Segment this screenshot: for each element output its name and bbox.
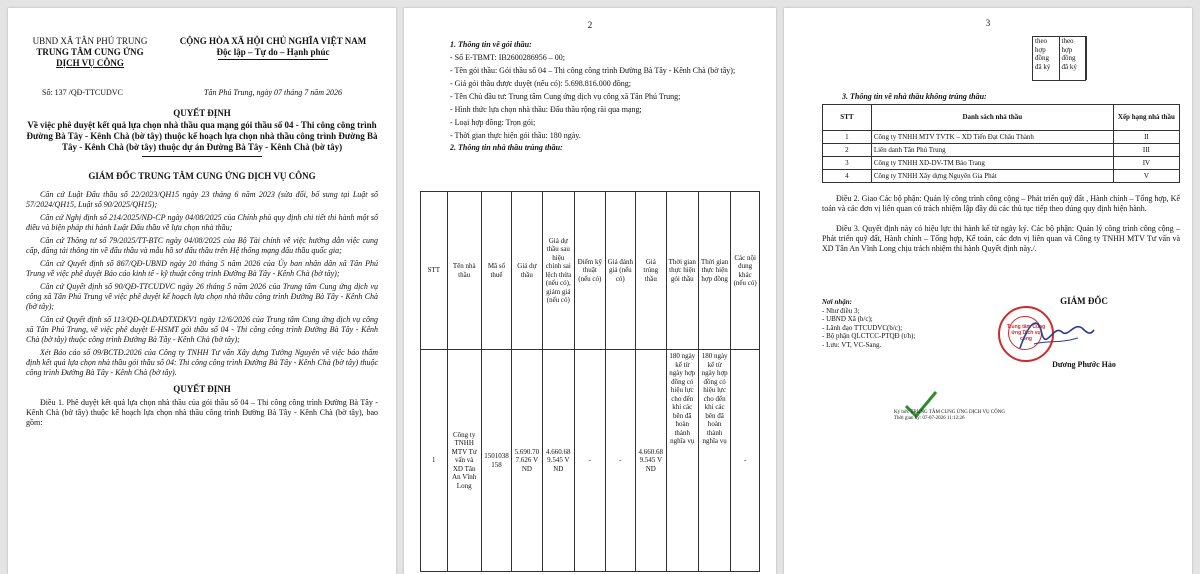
table-row — [823, 131, 1180, 144]
page-number: 2 — [587, 20, 593, 30]
package-info-line: - Tên gói thầu: Gói thầu số 04 – Thi công công trình Đường Bà Tây - Kênh Chà (bờ tây); — [450, 66, 736, 75]
cell-tax: 1501038158 — [481, 350, 511, 572]
col-stt: STT — [823, 105, 872, 131]
cell-corrected-price: 4.660.689.545 VND — [542, 350, 574, 572]
package-info-line: - Tên Chủ đầu tư: Trung tâm Cung ứng dịch vụ công xã Tân Phú Trung; — [450, 92, 681, 101]
package-info — [450, 53, 746, 141]
handwritten-signature — [1016, 314, 1096, 358]
recipients-list — [822, 307, 992, 350]
recipients-heading: Nơi nhận: — [822, 298, 853, 306]
nation-line-1: CỘNG HÒA XÃ HỘI CHỦ NGHĨA VIỆT NAM — [179, 36, 367, 46]
winner-table — [420, 191, 760, 572]
digital-signature-line: Thời gian ký: 07-07-2026 11:12:26 — [894, 416, 965, 421]
doc-subject: Về việc phê duyệt kết quả lựa chọn nhà thầu qua mạng gói thầu số 04 - Thi công công trình Đường Bà Tây - Kênh Chà (bờ tây) thuộc kế hoạch lựa chọn nhà thầu công trình Đường Bà Tây - Kênh Chà (bờ tây) thuộc dự án Đường Bà Tây - Kênh Chà (bờ tây) — [26, 120, 378, 152]
cell-rank: III — [1113, 144, 1179, 157]
cell-award-price: 4.660.689.545 VND — [636, 350, 667, 572]
doc-number: Số: 137 /QĐ-TTCUDVC — [42, 88, 123, 97]
legal-basis-item: Căn cứ Quyết định số 90/QĐ-TTCUDVC ngày 26 tháng 5 năm 2026 của Trung tâm Cung ứng dịch vụ công xã Tân Phú Trung về việc phê duyệt kế hoạch lựa chọn nhà thầu công trình Đường Bà Tây - Kênh Chà (bờ tây); — [26, 282, 378, 311]
losing-bidders-table — [822, 104, 1180, 183]
page-number: 3 — [985, 18, 991, 28]
col-tech-score: Điểm kỹ thuật (nếu có) — [575, 192, 606, 350]
table-row — [823, 144, 1180, 157]
subject-underline — [142, 156, 262, 157]
cell-eval-price: - — [605, 350, 635, 572]
article-3: Điều 3. Quyết định này có hiệu lực thi hành kể từ ngày ký. Các bộ phận: Quản lý công trình công cộng – Phát triển quỹ đất, Hành chính – Tổng hợp, Kế toán, các đơn vị liên quan và Công ty TNHH MTV Tư vấn và XD Tân An Vĩnh Long chịu trách nhiệm thi hành Quyết định này./. — [822, 224, 1180, 253]
digital-signature-info — [894, 410, 1074, 422]
col-bid-price: Giá dự thầu — [512, 192, 542, 350]
package-info-line: - Số E-TBMT: IB2600286956 – 00; — [450, 53, 565, 62]
cell-tech-score: - — [575, 350, 606, 572]
cell-rank: V — [1113, 170, 1179, 183]
col-contract-time: Thời gian thực hiện hợp đồng — [698, 192, 730, 350]
cell-name: Công ty TNHH MTV Tư vấn và XD Tân An Vĩnh Long — [447, 350, 481, 572]
table-row — [421, 350, 760, 572]
col-stt: STT — [421, 192, 448, 350]
digital-signature-line: Ký bởi: TRUNG TÂM CUNG ỨNG DỊCH VỤ CÔNG — [894, 410, 1005, 415]
article-2: Điều 2. Giao Các bộ phận: Quản lý công trình công cộng – Phát triển quỹ đất , Hành chính – Tổng hợp, Kế toán và các đơn vị liên quan có trách nhiệm lập đầy đủ các thủ tục tiếp theo đúng quy định hiện hành. — [822, 194, 1180, 213]
carry-cell-1: theo hợp đồng đã ký — [1033, 37, 1060, 81]
section-2-heading: 2. Thông tin nhà thầu trúng thầu: — [450, 143, 563, 152]
winner-table-header — [421, 192, 760, 350]
col-corrected-price: Giá dự thầu sau hiệu chỉnh sai lệch thừa (nếu có), giảm giá (nếu có) — [542, 192, 574, 350]
signer-title: GIÁM ĐỐC — [1060, 296, 1108, 306]
col-rank: Xếp hạng nhà thầu — [1113, 105, 1179, 131]
signer-name: Dương Phước Hảo — [1052, 360, 1116, 369]
doc-type: QUYẾT ĐỊNH — [173, 108, 231, 118]
col-other: Các nội dung khác (nếu có) — [731, 192, 760, 350]
col-tax: Mã số thuế — [481, 192, 511, 350]
col-award-price: Giá trúng thầu — [636, 192, 667, 350]
org-line-2: TRUNG TÂM CUNG ỨNG — [36, 47, 144, 57]
table-row — [823, 170, 1180, 183]
carry-border — [1086, 36, 1087, 80]
package-info-line: - Loại hợp đồng: Trọn gói; — [450, 118, 536, 127]
cell-rank: II — [1113, 131, 1179, 144]
authority-heading: GIÁM ĐỐC TRUNG TÂM CUNG ỨNG DỊCH VỤ CÔNG — [88, 171, 316, 181]
cell-bidder-name: Công ty TNHH Xây dựng Nguyên Gia Phát — [871, 170, 1113, 183]
header-underline — [218, 59, 328, 60]
seal-text: Trung tâm Cung ứng Dịch vụ công — [1006, 324, 1046, 342]
package-info-line: - Hình thức lựa chọn nhà thầu: Đấu thầu rộng rãi qua mạng; — [450, 105, 642, 114]
legal-basis-item: Căn cứ Thông tư số 79/2025/TT-BTC ngày 04/08/2025 của Bộ Tài chính về việc hướng dẫn việc cung cấp, đăng tải thông tin về đấu thầu và mẫu hồ sơ đấu thầu trên Hệ thống mạng đấu thầu quốc gia; — [26, 236, 378, 255]
cell-stt: 1 — [421, 350, 448, 572]
carryover-cells — [1032, 36, 1086, 81]
col-list: Danh sách nhà thầu — [871, 105, 1113, 131]
decide-heading: QUYẾT ĐỊNH — [173, 384, 231, 394]
cell-stt: 1 — [823, 131, 872, 144]
cell-stt: 2 — [823, 144, 872, 157]
recipient-item: - Lưu: VT, VC-Sang. — [822, 340, 882, 349]
cell-bidder-name: Công ty TNHH XD-DV-TM Bảo Trang — [871, 157, 1113, 170]
recipient-item: - Lãnh đạo TTCUDVC(b/c); — [822, 323, 903, 332]
section-3-heading: 3. Thông tin về nhà thầu không trúng thầu: — [842, 92, 987, 101]
package-info-line: - Giá gói thầu được duyệt (nếu có): 5.698.816.000 đồng; — [450, 79, 631, 88]
place-date: Tân Phú Trung, ngày 07 tháng 7 năm 2026 — [204, 88, 343, 97]
legal-bases — [26, 190, 378, 378]
national-header — [158, 36, 388, 60]
col-name: Tên nhà thầu — [447, 192, 481, 350]
cell-bidder-name: Công ty TNHH MTV TVTK – XD Tiến Đạt Châu Thành — [871, 131, 1113, 144]
page-1 — [8, 8, 396, 574]
col-exec-time: Thời gian thực hiện gói thầu — [666, 192, 698, 350]
recipient-item: - Bộ phận QLCTCC-PTQĐ (t/h); — [822, 332, 916, 340]
nation-line-2: Độc lập – Tự do – Hạnh phúc — [216, 47, 330, 57]
legal-basis-item: Căn cứ Luật Đấu thầu số 22/2023/QH15 ngày 23 tháng 6 năm 2023 (sửa đổi, bổ sung tại Luật số 57/2024/QH15, Luật số 90/2025/QH15); — [26, 190, 378, 209]
org-line-3: DỊCH VỤ CÔNG — [56, 58, 124, 68]
cell-rank: IV — [1113, 157, 1179, 170]
cell-bid-price: 5.690.707.626 VND — [512, 350, 542, 572]
legal-basis-item: Xét Báo cáo số 09/BCTĐ.2026 của Công ty TNHH Tư vấn Xây dựng Tường Nguyên về việc báo thẩm định kết quả lựa chọn nhà thầu gói thầu số 04: Thi công công trình Đường Bà Tây - Kênh Chà (bờ tây) thuộc công trình Đường Bà Tây - Kênh Chà (bờ tây). — [26, 348, 378, 377]
section-1-heading: 1. Thông tin về gói thầu: — [450, 40, 532, 49]
recipient-item: - UBND Xã (b/c); — [822, 315, 873, 323]
cell-stt: 4 — [823, 170, 872, 183]
cell-contract-time: 180 ngày kể từ ngày hợp đồng có hiệu lực cho đến khi các bên đã hoàn thành nghĩa vụ — [698, 350, 730, 572]
page-2 — [404, 8, 776, 574]
page-3 — [784, 8, 1192, 574]
legal-basis-item: Căn cứ Nghị định số 214/2025/NĐ-CP ngày 04/08/2025 của Chính phủ quy định chi tiết thi hành một số điều và biện pháp thi hành Luật Đấu thầu về lựa chọn nhà thầu; — [26, 213, 378, 232]
legal-basis-item: Căn cứ Quyết định số 113/QĐ-QLDAĐTXDKV1 ngày 12/6/2026 của Trung tâm Cung ứng dịch vụ công xã Tân Phú Trung, về việc phê duyệt E-HSMT gói thầu số 04 - Thi công công trình Đường Bà Tây - Kênh Chà (bờ tây) thuộc công trình Đường Bà Tây - Kênh Chà (bờ tây); — [26, 315, 378, 344]
package-info-line: - Thời gian thực hiện gói thầu: 180 ngày. — [450, 131, 581, 140]
cell-other: - — [731, 350, 760, 572]
org-line-1: UBND XÃ TÂN PHÚ TRUNG — [32, 36, 148, 46]
cell-bidder-name: Liên danh Tân Phú Trung — [871, 144, 1113, 157]
legal-basis-item: Căn cứ Quyết định số 867/QĐ-UBND ngày 20 tháng 5 năm 2026 của Ủy ban nhân dân xã Tân Phú Trung về việc phê duyệt Báo cáo kinh tế - kỹ thuật công trình Đường Bà Tây - Kênh Chà (bờ tây); — [26, 259, 378, 278]
table-row — [823, 157, 1180, 170]
recipients — [822, 298, 992, 349]
cell-exec-time: 180 ngày kể từ ngày hợp đồng có hiệu lực cho đến khi các bên đã hoàn thành nghĩa vụ — [666, 350, 698, 572]
issuing-org — [28, 36, 152, 69]
carry-cell-2: theo hợp đồng đã ký — [1059, 37, 1086, 81]
recipient-item: - Như điều 3; — [822, 306, 860, 315]
col-eval-price: Giá đánh giá (nếu có) — [605, 192, 635, 350]
article-1: Điều 1. Phê duyệt kết quả lựa chọn nhà thầu của gói thầu số 04 – Thi công công trình Đường Bà Tây - Kênh Chà (bờ tây) thuộc kế hoạch lựa chọn nhà thầu công trình Đường Bà Tây - Kênh Chà (bờ tây), bao gồm: — [26, 398, 378, 427]
cell-stt: 3 — [823, 157, 872, 170]
